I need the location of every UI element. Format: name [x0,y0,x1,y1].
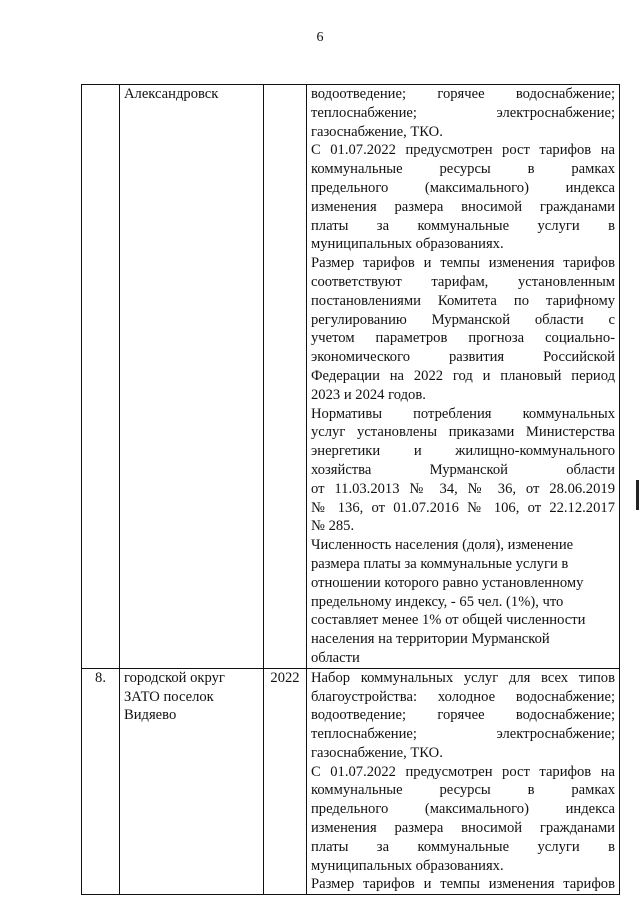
year-cell: 2022 [264,668,307,895]
description-line: коммунальные ресурсы в рамках [311,161,615,178]
description-line: хозяйства Мурманской области [311,461,615,478]
tariff-table [81,84,620,895]
table-row [82,85,620,669]
description-line: № 285. [311,518,355,535]
description-line: постановлениями Комитета по тарифному [311,292,615,309]
description-line: водоотведение; горячее водоснабжение; [311,707,615,724]
description-line: изменения размера вносимой гражданами [311,820,615,837]
table-row [82,668,620,895]
page-number: 6 [316,30,324,45]
description-line: Набор коммунальных услуг для всех типов [311,669,615,686]
description-line: муниципальных образованиях. [311,236,504,253]
description-line: отношении которого равно установленному [311,574,584,591]
description-line: № 136, от 01.07.2016 № 106, от 22.12.2017 [311,499,615,516]
description-line: муниципальных образованиях. [311,857,504,874]
description-line: составляет менее 1% от общей численности [311,612,586,629]
description-line: предельного (максимального) индекса [311,801,615,818]
description-line: С 01.07.2022 предусмотрен рост тарифов на [311,763,615,780]
description-line: водоотведение; горячее водоснабжение; [311,86,615,102]
municipality-line: городской округ [124,669,225,686]
municipality-line: Видяево [124,707,177,724]
description-line: изменения размера вносимой гражданами [311,198,615,215]
description-line: коммунальные ресурсы в рамках [311,782,615,799]
description-line: Федерации на 2022 год и плановый период [311,367,615,384]
description-line: размера платы за коммунальные услуги в [311,555,569,572]
description-line: от 11.03.2013 № 34, № 36, от 28.06.2019 [311,480,615,497]
year-cell [264,85,307,669]
description-line: Нормативы потребления коммунальных [311,405,615,422]
description-line: услуг установлены приказами Министерства [311,424,615,441]
description-line: населения на территории Мурманской [311,631,550,648]
description-line: регулированию Мурманской области с [311,311,615,328]
description-line: Размер тарифов и темпы изменения тарифов [311,876,615,893]
description-line: С 01.07.2022 предусмотрен рост тарифов на [311,142,615,159]
description-line: благоустройства: холодное водоснабжение; [311,688,615,705]
scan-edge-mark [636,480,639,510]
description-line: платы за коммунальные услуги в [311,217,615,234]
description-line: Численность населения (доля), изменение [311,537,574,554]
municipality-line: ЗАТО поселок [124,688,214,705]
description-line: предельному индексу, - 65 чел. (1%), что [311,593,564,610]
row-number-cell: 8. [82,668,120,895]
description-line: газоснабжение, ТКО. [311,123,443,140]
municipality-cell [120,668,264,895]
description-cell [307,668,620,895]
description-line: платы за коммунальные услуги в [311,838,615,855]
description-line: энергетики и жилищно-коммунального [311,443,615,460]
description-line: теплоснабжение; электроснабжение; [311,726,615,743]
description-line: соответствуют тарифам, установленным [311,273,615,290]
description-line: экономического развития Российской [311,349,615,366]
description-line: области [311,649,360,666]
municipality-line: Александровск [124,86,219,102]
table-body [82,85,620,895]
row-number-cell [82,85,120,669]
description-line: 2023 и 2024 годов. [311,386,426,403]
description-line: газоснабжение, ТКО. [311,744,443,761]
description-line: теплоснабжение; электроснабжение; [311,104,615,121]
description-line: предельного (максимального) индекса [311,179,615,196]
description-cell [307,85,620,669]
description-line: Размер тарифов и темпы изменения тарифов [311,255,615,272]
municipality-cell [120,85,264,669]
description-line: учетом параметров прогноза социально- [311,330,615,347]
